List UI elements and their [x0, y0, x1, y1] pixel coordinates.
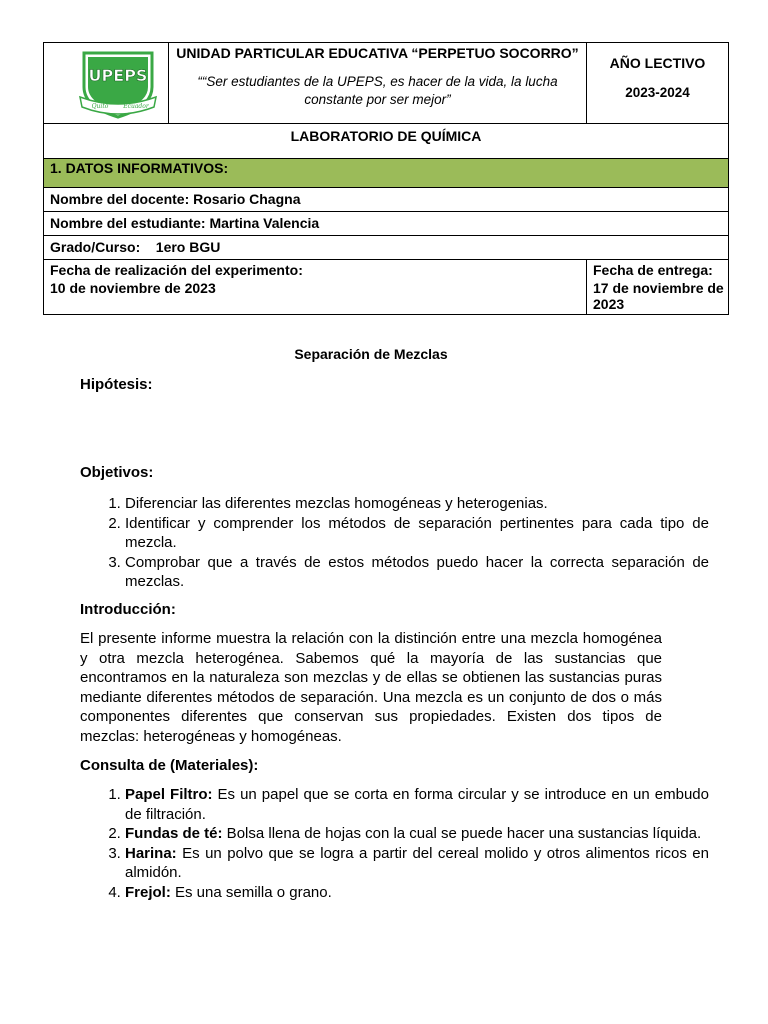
section-label: 1. DATOS INFORMATIVOS:: [50, 160, 229, 176]
document-title: Separación de Mezclas: [294, 346, 448, 362]
school-cell: [169, 43, 587, 124]
material-desc: Bolsa llena de hojas con la cual se puede hacer una sustancias líquida.: [222, 825, 702, 842]
materials-list: [80, 785, 709, 902]
list-item: [125, 785, 709, 824]
intro-paragraph: El presente informe muestra la relación con la distinción entre una mezcla homogénea y otra mezcla heterogénea. Sabemos qué la mayoría de las sustancias que encontramos en la naturaleza son mezclas y de ellas se obtienen las sustancias puras mediante diferentes métodos de separación. Una mezcla es un conjunto de dos o más componentes diferentes que conservan sus propiedades. Existen dos tipos de mezclas: heterogéneas y homogéneas.: [80, 630, 662, 745]
section-row: [44, 159, 729, 188]
teacher-name: Nombre del docente: Rosario Chagna: [50, 191, 301, 207]
material-term: Harina:: [125, 844, 177, 862]
hypothesis-heading: Hipótesis:: [80, 376, 153, 393]
lab-title-row: [44, 124, 729, 159]
list-item: 3. Comprobar que a través de estos métodos puedo hacer la correcta separación de mezclas.: [125, 553, 709, 592]
header-table: [43, 42, 729, 315]
motto-line-2: constante por ser mejor”: [304, 92, 451, 107]
material-desc: Es un polvo que se logra a partir del cereal molido y otros alimentos ricos en almidón.: [125, 844, 709, 881]
year-value: 2023-2024: [625, 85, 690, 100]
logo-text: UPEPS: [88, 66, 148, 85]
list-item: 1. Diferenciar las diferentes mezclas homogéneas y heterogenias.: [125, 494, 709, 514]
objectives-heading: Objetivos:: [80, 464, 154, 481]
list-item: [125, 883, 709, 903]
list-item: 2. Identificar y comprender los métodos de separación pertinentes para cada tipo de mezcla.: [125, 514, 709, 553]
grade: Grado/Curso: 1ero BGU: [50, 239, 221, 255]
material-desc: Es una semilla o grano.: [170, 883, 332, 901]
logo-banner-left: Quito: [91, 103, 109, 110]
teacher-row: [44, 188, 729, 212]
objectives-list: [80, 494, 709, 592]
student-row: [44, 212, 729, 236]
school-name: UNIDAD PARTICULAR EDUCATIVA “PERPETUO SOCORRO”: [176, 45, 579, 61]
school-logo: [78, 47, 158, 119]
materials-heading: Consulta de (Materiales):: [80, 757, 259, 774]
material-term: Papel Filtro:: [125, 786, 213, 803]
list-item: [125, 824, 709, 844]
lab-title: LABORATORIO DE QUÍMICA: [290, 128, 482, 144]
intro-heading: Introducción:: [80, 601, 176, 618]
experiment-date-label: Fecha de realización del experimento:: [50, 262, 303, 278]
grade-row: [44, 236, 729, 260]
material-term: Frejol:: [125, 883, 171, 901]
motto-line-1: ““Ser estudiantes de la UPEPS, es hacer de la vida, la lucha: [197, 74, 558, 89]
year-cell: [587, 43, 729, 124]
material-term: Fundas de té:: [125, 825, 223, 842]
list-item: [125, 844, 709, 883]
experiment-date: 10 de noviembre de 2023: [50, 280, 216, 296]
dates-row: [44, 260, 729, 315]
material-desc: Es un papel que se corta en forma circular y se introduce en un embudo de filtración.: [125, 786, 709, 823]
delivery-date: 17 de noviembre de 2023: [593, 280, 724, 312]
logo-banner-right: Ecuador: [123, 103, 149, 110]
logo-cell: [44, 43, 169, 124]
year-label: AÑO LECTIVO: [609, 55, 706, 71]
experiment-date-cell: [44, 260, 587, 315]
header-top-row: [44, 43, 729, 124]
delivery-date-label: Fecha de entrega:: [593, 262, 713, 278]
student-name: Nombre del estudiante: Martina Valencia: [50, 215, 320, 231]
school-motto: [183, 73, 572, 109]
delivery-date-cell: [587, 260, 729, 315]
